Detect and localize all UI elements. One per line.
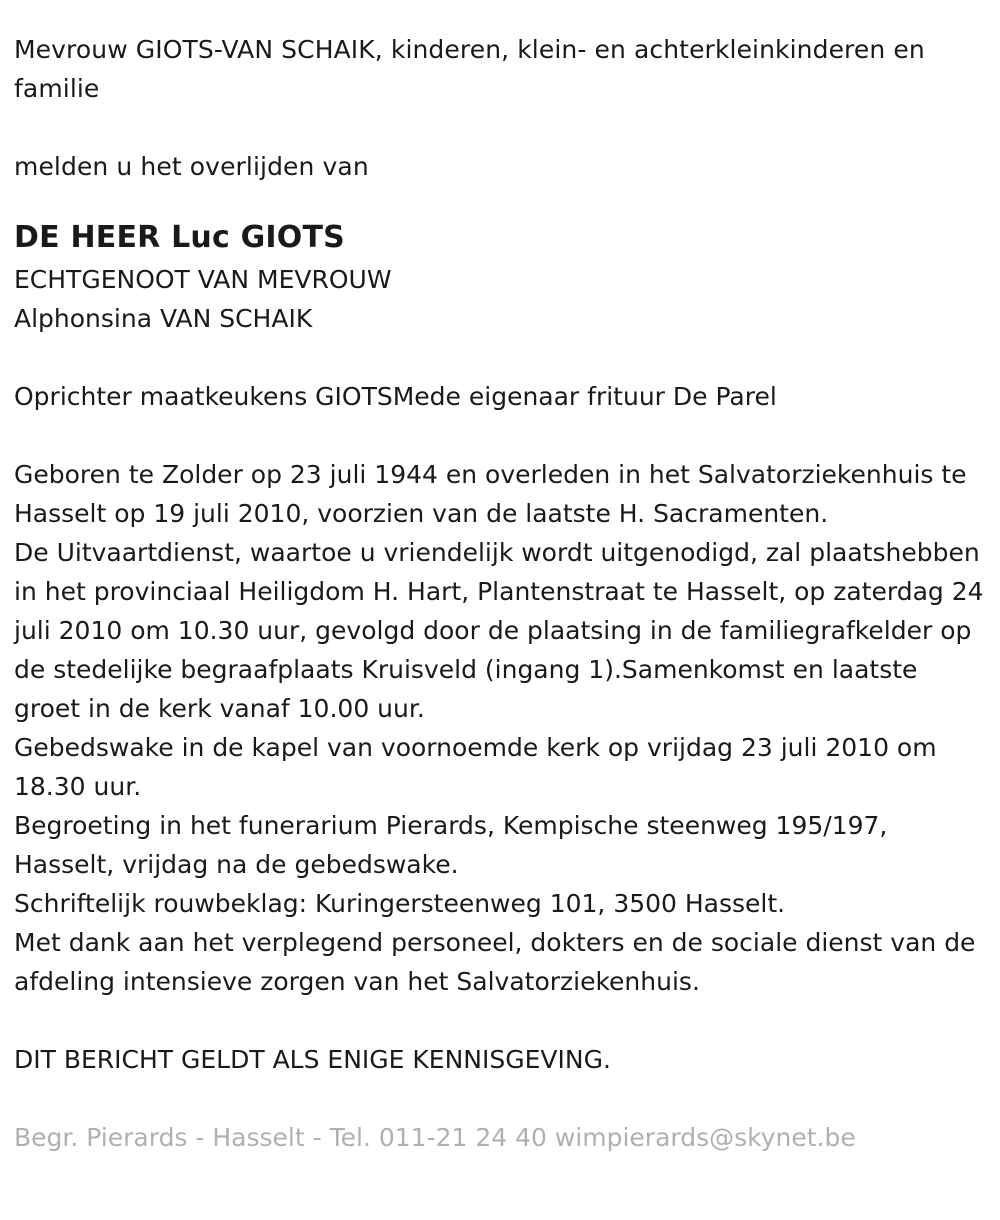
spacer: [14, 186, 986, 216]
detail-paragraph: De Uitvaartdienst, waartoe u vriendelijk wordt uitgenodigd, zal plaatshebben in het provinciaal Heiligdom H. Hart, Plantenstraat te Hasselt, op zaterdag 24 juli 2010 om 10.30 uur, gevolgd door de plaatsing in de familiegrafkelder op de stedelijke begraafplaats Kruisveld (ingang 1).Samenkomst en laatste groet in de kerk vanaf 10.00 uur.: [14, 538, 984, 723]
announce-line: melden u het overlijden van: [14, 152, 369, 181]
notice-line: DIT BERICHT GELDT ALS ENIGE KENNISGEVING.: [14, 1045, 611, 1074]
family-line: Mevrouw GIOTS-VAN SCHAIK, kinderen, klein- en achterkleinkinderen en familie: [14, 35, 925, 103]
detail-paragraph: Gebedswake in de kapel van voornoemde kerk op vrijdag 23 juli 2010 om 18.30 uur.: [14, 733, 937, 801]
relation-line: ECHTGENOOT VAN MEVROUW: [14, 265, 392, 294]
occupation-line: Oprichter maatkeukens GIOTSMede eigenaar frituur De Parel: [14, 382, 777, 411]
spouse-name: Alphonsina VAN SCHAIK: [14, 304, 313, 333]
detail-paragraph: Geboren te Zolder op 23 juli 1944 en overleden in het Salvatorziekenhuis te Hasselt op 19 juli 2010, voorzien van de laatste H. Sacramenten.: [14, 460, 967, 528]
spacer: [14, 338, 986, 377]
spacer: [14, 1001, 986, 1040]
spacer: [14, 1079, 986, 1118]
detail-paragraph: Met dank aan het verplegend personeel, dokters en de sociale dienst van de afdeling intensieve zorgen van het Salvatorziekenhuis.: [14, 928, 976, 996]
footer-credit: Begr. Pierards - Hasselt - Tel. 011-21 24 40 wimpierards@skynet.be: [14, 1123, 856, 1152]
spacer: [14, 108, 986, 147]
detail-paragraph: Begroeting in het funerarium Pierards, Kempische steenweg 195/197, Hasselt, vrijdag na de gebedswake.: [14, 811, 888, 879]
deceased-name: DE HEER Luc GIOTS: [14, 220, 345, 255]
spacer: [14, 416, 986, 455]
detail-paragraph: Schriftelijk rouwbeklag: Kuringersteenweg 101, 3500 Hasselt.: [14, 889, 786, 918]
